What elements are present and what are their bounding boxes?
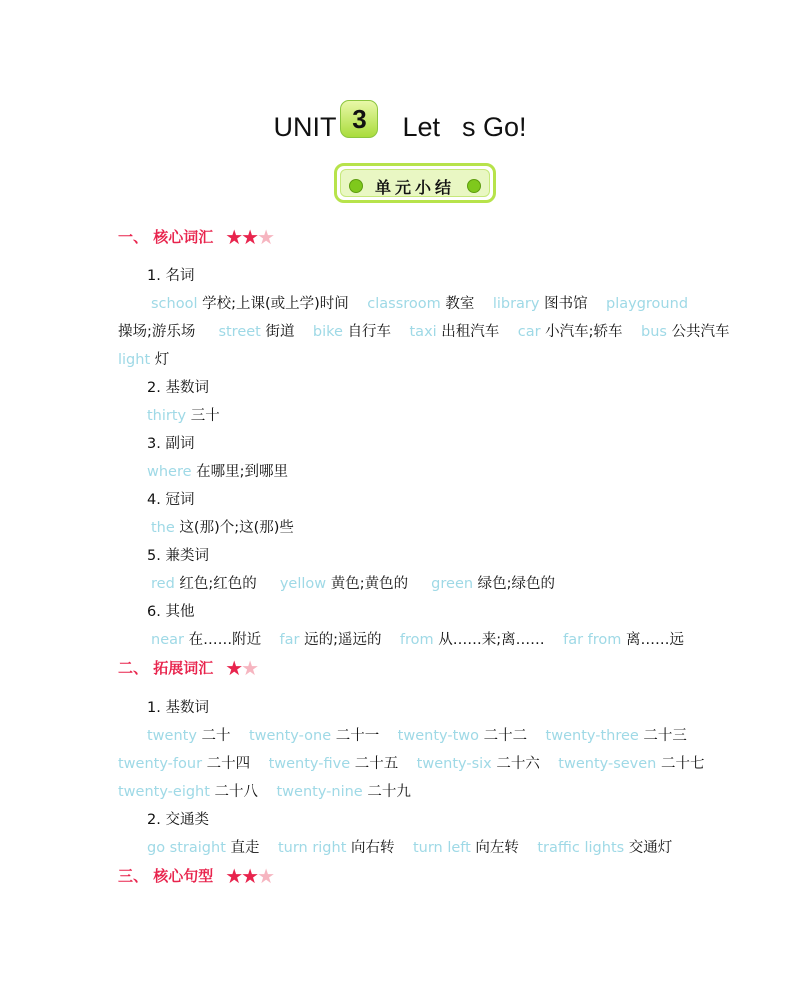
section-heading-extended-vocabulary: 二、 拓展词汇 ★★ [118,656,258,680]
multi-class-line: red 红色;红色的 yellow 黄色;黄色的 green 绿色;绿色的 [151,576,556,592]
difficulty-stars-icon: ★★★ [225,225,274,249]
extended-cardinal-subheading: 1. 基数词 [147,700,209,716]
adverb-line: where 在哪里;到哪里 [147,464,289,480]
adverb-subheading: 3. 副词 [147,436,195,452]
unit-title [0,100,800,143]
extended-cardinal-line-2: twenty-four 二十四 twenty-five 二十五 twenty-six 二十六 twenty-seven 二十七 [118,756,705,772]
article-line: the 这(那)个;这(那)些 [151,520,294,536]
difficulty-stars-icon: ★★ [225,656,258,680]
green-dot-icon [467,179,481,193]
unit-summary-badge [334,163,496,203]
article-subheading: 4. 冠词 [147,492,195,508]
multi-class-subheading: 5. 兼类词 [147,548,209,564]
other-line: near 在……附近 far 远的;遥远的 from 从……来;离…… far from 离……远 [151,632,685,648]
unit-word: UNIT [273,112,337,142]
noun-subheading: 1. 名词 [147,268,195,284]
title-go: s Go! [462,112,527,142]
extended-cardinal-line-3: twenty-eight 二十八 twenty-nine 二十九 [118,784,411,800]
noun-line-1: school 学校;上课(或上学)时间 classroom 教室 library 图书馆 playground [151,296,689,312]
unit-number-badge: 3 [340,100,378,138]
cardinal-line: thirty 三十 [147,408,220,424]
traffic-line: go straight 直走 turn right 向右转 turn left 向左转 traffic lights 交通灯 [147,840,673,856]
title-let: Let [402,112,440,142]
noun-line-2: 操场;游乐场 street 街道 bike 自行车 taxi 出租汽车 car 小汽车;轿车 bus 公共汽车 [118,324,730,340]
section-heading-core-sentences: 三、 核心句型 ★★★ [118,864,274,888]
summary-label: 单元小结 [374,178,455,197]
section-heading-core-vocabulary: 一、 核心词汇 ★★★ [118,225,274,249]
extended-cardinal-line-1: twenty 二十 twenty-one 二十一 twenty-two 二十二 twenty-three 二十三 [147,728,687,744]
traffic-subheading: 2. 交通类 [147,812,209,828]
cardinal-subheading: 2. 基数词 [147,380,209,396]
other-subheading: 6. 其他 [147,604,195,620]
noun-line-3: light 灯 [118,352,170,368]
difficulty-stars-icon: ★★★ [225,864,274,888]
